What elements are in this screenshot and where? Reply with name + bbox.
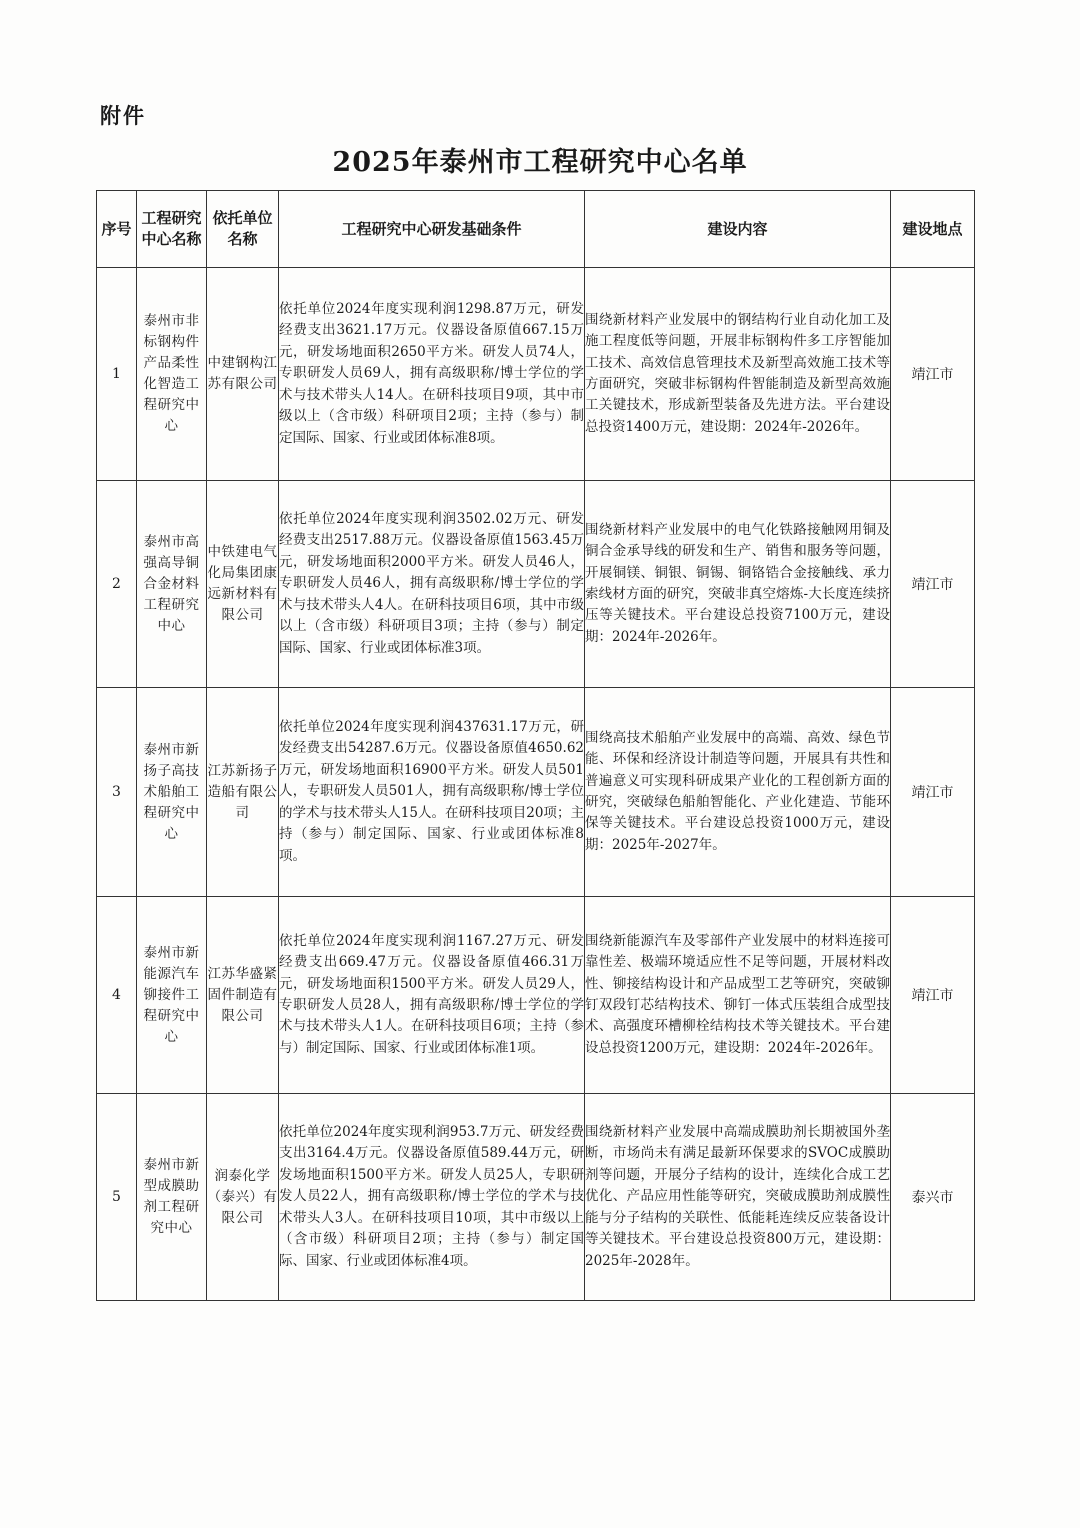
row-location: 靖江市 (891, 268, 975, 481)
header-conditions: 工程研究中心研发基础条件 (279, 191, 585, 268)
row-center-name: 泰州市新扬子高技术船舶工程研究中心 (137, 688, 207, 897)
row-center-name: 泰州市新型成膜助剂工程研究中心 (137, 1094, 207, 1301)
row-conditions: 依托单位2024年度实现利润437631.17万元，研发经费支出54287.6万元。仪器设备原值4650.62万元，研发场地面积16900平方米。研发人员501人，专职研发人员501人，拥有高级职称/博士学位的学术与技术带头人15人。在研科技项目20项；主持（参与）制定国际、国家、行业或团体标准8项。 (279, 688, 585, 897)
row-center-name: 泰州市高强高导铜合金材料工程研究中心 (137, 481, 207, 688)
engineering-center-table (96, 190, 975, 1301)
table-header-row (97, 191, 975, 268)
table-row (97, 481, 975, 688)
row-no: 2 (97, 481, 137, 688)
header-content: 建设内容 (585, 191, 891, 268)
header-no: 序号 (97, 191, 137, 268)
row-content: 围绕高技术船舶产业发展中的高端、高效、绿色节能、环保和经济设计制造等问题，开展具有共性和普遍意义可实现科研成果产业化的工程创新方面的研究，突破绿色船舶智能化、产业化建造、节能环保等关键技术。平台建设总投资1000万元，建设期：2025年-2027年。 (585, 688, 891, 897)
row-content: 围绕新能源汽车及零部件产业发展中的材料连接可靠性差、极端环境适应性不足等问题，开展材料改性、铆接结构设计和产品成型工艺等研究，突破铆钉双段钉芯结构技术、铆钉一体式压装组合成型技术、高强度环槽柳栓结构技术等关键技术。平台建设总投资1200万元，建设期：2024年-2026年。 (585, 897, 891, 1094)
header-host-unit: 依托单位名称 (207, 191, 279, 268)
table-row (97, 688, 975, 897)
row-center-name: 泰州市新能源汽车铆接件工程研究中心 (137, 897, 207, 1094)
header-center-name: 工程研究中心名称 (137, 191, 207, 268)
row-host-unit: 中铁建电气化局集团康远新材料有限公司 (207, 481, 279, 688)
header-location: 建设地点 (891, 191, 975, 268)
row-no: 4 (97, 897, 137, 1094)
table-row (97, 268, 975, 481)
row-no: 1 (97, 268, 137, 481)
row-center-name: 泰州市非标钢构件产品柔性化智造工程研究中心 (137, 268, 207, 481)
row-conditions: 依托单位2024年度实现利润3502.02万元、研发经费支出2517.88万元。仪器设备原值1563.45万元，研发场地面积2000平方米。研发人员46人，专职研发人员46人，拥有高级职称/博士学位的学术与技术带头人4人。在研科技项目6项，其中市级以上（含市级）科研项目3项；主持（参与）制定国际、国家、行业或团体标准3项。 (279, 481, 585, 688)
row-location: 泰兴市 (891, 1094, 975, 1301)
row-location: 靖江市 (891, 688, 975, 897)
row-content: 围绕新材料产业发展中的电气化铁路接触网用铜及铜合金承导线的研发和生产、销售和服务等问题，开展铜镁、铜银、铜锡、铜铬锆合金接触线、承力索线材方面的研究，突破非真空熔炼-大长度连续挤压等关键技术。平台建设总投资7100万元，建设期：2024年-2026年。 (585, 481, 891, 688)
row-location: 靖江市 (891, 481, 975, 688)
document-title: 2025年泰州市工程研究中心名单 (332, 147, 748, 178)
row-no: 3 (97, 688, 137, 897)
row-host-unit: 润泰化学（泰兴）有限公司 (207, 1094, 279, 1301)
row-content: 围绕新材料产业发展中的钢结构行业自动化加工及施工程度低等问题，开展非标钢构件多工序智能加工技术、高效信息管理技术及新型高效施工技术等方面研究，突破非标钢构件智能制造及新型高效施工关键技术，形成新型装备及先进方法。平台建设总投资1400万元，建设期：2024年-2026年。 (585, 268, 891, 481)
row-host-unit: 中建钢构江苏有限公司 (207, 268, 279, 481)
row-conditions: 依托单位2024年度实现利润1167.27万元、研发经费支出669.47万元。仪器设备原值466.31万元，研发场地面积1500平方米。研发人员29人，专职研发人员28人，拥有高级职称/博士学位的学术与技术带头人1人。在研科技项目6项；主持（参与）制定国际、国家、行业或团体标准1项。 (279, 897, 585, 1094)
row-host-unit: 江苏华盛紧固件制造有限公司 (207, 897, 279, 1094)
attachment-label: 附件 (100, 104, 146, 128)
row-no: 5 (97, 1094, 137, 1301)
table-row (97, 897, 975, 1094)
row-host-unit: 江苏新扬子造船有限公司 (207, 688, 279, 897)
row-conditions: 依托单位2024年度实现利润953.7万元、研发经费支出3164.4万元。仪器设备原值589.44万元，研发场地面积1500平方米。研发人员25人，专职研发人员22人，拥有高级职称/博士学位的学术与技术带头人3人。在研科技项目10项，其中市级以上（含市级）科研项目2项；主持（参与）制定国际、国家、行业或团体标准4项。 (279, 1094, 585, 1301)
row-conditions: 依托单位2024年度实现利润1298.87万元，研发经费支出3621.17万元。仪器设备原值667.15万元，研发场地面积2650平方米。研发人员74人，专职研发人员69人，拥有高级职称/博士学位的学术与技术带头人14人。在研科技项目9项，其中市级以上（含市级）科研项目2项；主持（参与）制定国际、国家、行业或团体标准8项。 (279, 268, 585, 481)
table-row (97, 1094, 975, 1301)
row-content: 围绕新材料产业发展中高端成膜助剂长期被国外垄断，市场尚未有满足最新环保要求的SVOC成膜助剂等问题，开展分子结构的设计，连续化合成工艺优化、产品应用性能等研究，突破成膜助剂成膜性能与分子结构的关联性、低能耗连续反应装备设计等关键技术。平台建设总投资800万元，建设期：2025年-2028年。 (585, 1094, 891, 1301)
row-location: 靖江市 (891, 897, 975, 1094)
